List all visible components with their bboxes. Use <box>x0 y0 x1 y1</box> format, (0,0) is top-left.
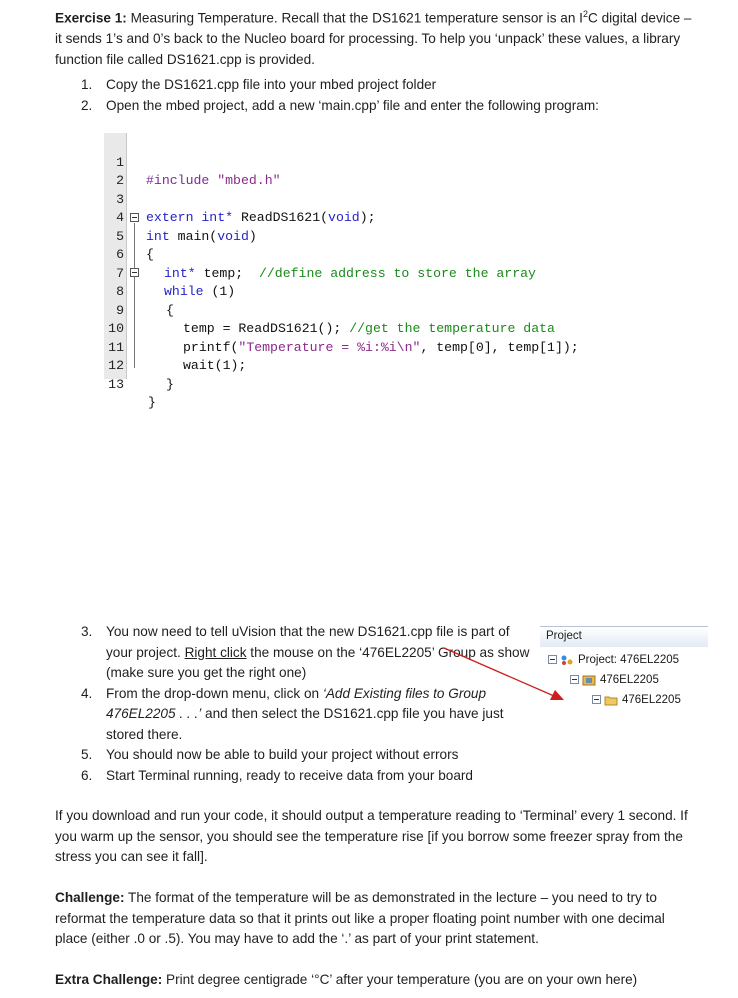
code-line: 7 while (1) <box>116 265 236 299</box>
project-root-node[interactable]: Project: 476EL2205 <box>548 652 679 668</box>
target-icon <box>582 674 596 686</box>
list-item: 2. Open the mbed project, add a new ‘main.cpp’ file and enter the following program: <box>81 97 599 113</box>
intro-paragraph: Exercise 1: Measuring Temperature. Recall that the DS1621 temperature sensor is an $I^2C$ digital device – it sends 1’s and 0’s back to the Nucleo board for processing. To help you ‘unpack’ these values, a library function file called DS1621.cpp is provided. <box>55 9 692 67</box>
code-line: 4 int main(void) <box>116 210 257 244</box>
code-line: 6 int* temp; //define address to store the array <box>116 247 536 281</box>
code-line: 13 } <box>108 376 156 410</box>
exercise-label: Exercise 1: <box>55 10 127 26</box>
collapse-icon[interactable] <box>570 675 579 684</box>
code-line: 10 printf("Temperature = %i:%i\n", temp[0], temp[1]); <box>108 321 579 355</box>
fold-collapse-icon[interactable] <box>130 268 139 277</box>
list-item: 5. You should now be able to build your project without errors <box>81 747 459 762</box>
code-line: 3 extern int* ReadDS1621(void); <box>116 191 376 225</box>
list-item: 4. From the drop-down menu, click on ‘Add Existing files to Group 476EL2205 . . .’ and then select the DS1621.cpp file you have just stored there. <box>81 685 504 742</box>
challenge-paragraph: Challenge: The format of the temperature will be as demonstrated in the lecture – you need to try to reformat the temperature data so that it prints out like a proper floating point number with one decimal place (either .0 or .5). You may have to add the ‘.’ as part of your print statement. <box>55 890 665 946</box>
code-line: 1 #include "mbed.h" <box>116 154 281 188</box>
collapse-icon[interactable] <box>592 695 601 704</box>
code-line: 11 wait(1); <box>108 339 247 373</box>
folder-icon <box>604 694 618 706</box>
code-line: 5 { <box>116 228 154 262</box>
right-click-text: Right click <box>184 644 247 660</box>
steps-top-list <box>81 75 701 116</box>
list-item: 3. You now need to tell uVision that the new DS1621.cpp file is part of your project. Right click the mouse on the ‘476EL2205’ Group as show (make sure you get the right one) <box>81 624 530 680</box>
code-line: 12 } <box>108 358 174 392</box>
code-line: 2 <box>116 173 124 188</box>
extra-challenge-paragraph: Extra Challenge: Print degree centigrade ‘°C’ after your temperature (you are on your own here) <box>55 972 638 987</box>
target-node[interactable]: 476EL2205 <box>570 672 659 688</box>
fold-collapse-icon[interactable] <box>130 213 139 222</box>
group-node-476EL2205[interactable]: 476EL2205 <box>592 692 681 708</box>
code-line: 9 temp = ReadDS1621(); //get the temperature data <box>116 302 555 336</box>
red-arrow <box>440 640 570 710</box>
list-item: 1. Copy the DS1621.cpp file into your mbed project folder <box>81 77 437 92</box>
run-paragraph: If you download and run your code, it should output a temperature reading to ‘Terminal’ every 1 second. If you warm up the sensor, you should see the temperature rise [if you borrow some freezer spray from the stress you can see it fall]. <box>55 808 688 864</box>
code-line: 8 { <box>116 284 174 318</box>
project-panel-header: Project <box>540 626 708 647</box>
list-item: 6. Start Terminal running, ready to receive data from your board <box>81 767 473 783</box>
